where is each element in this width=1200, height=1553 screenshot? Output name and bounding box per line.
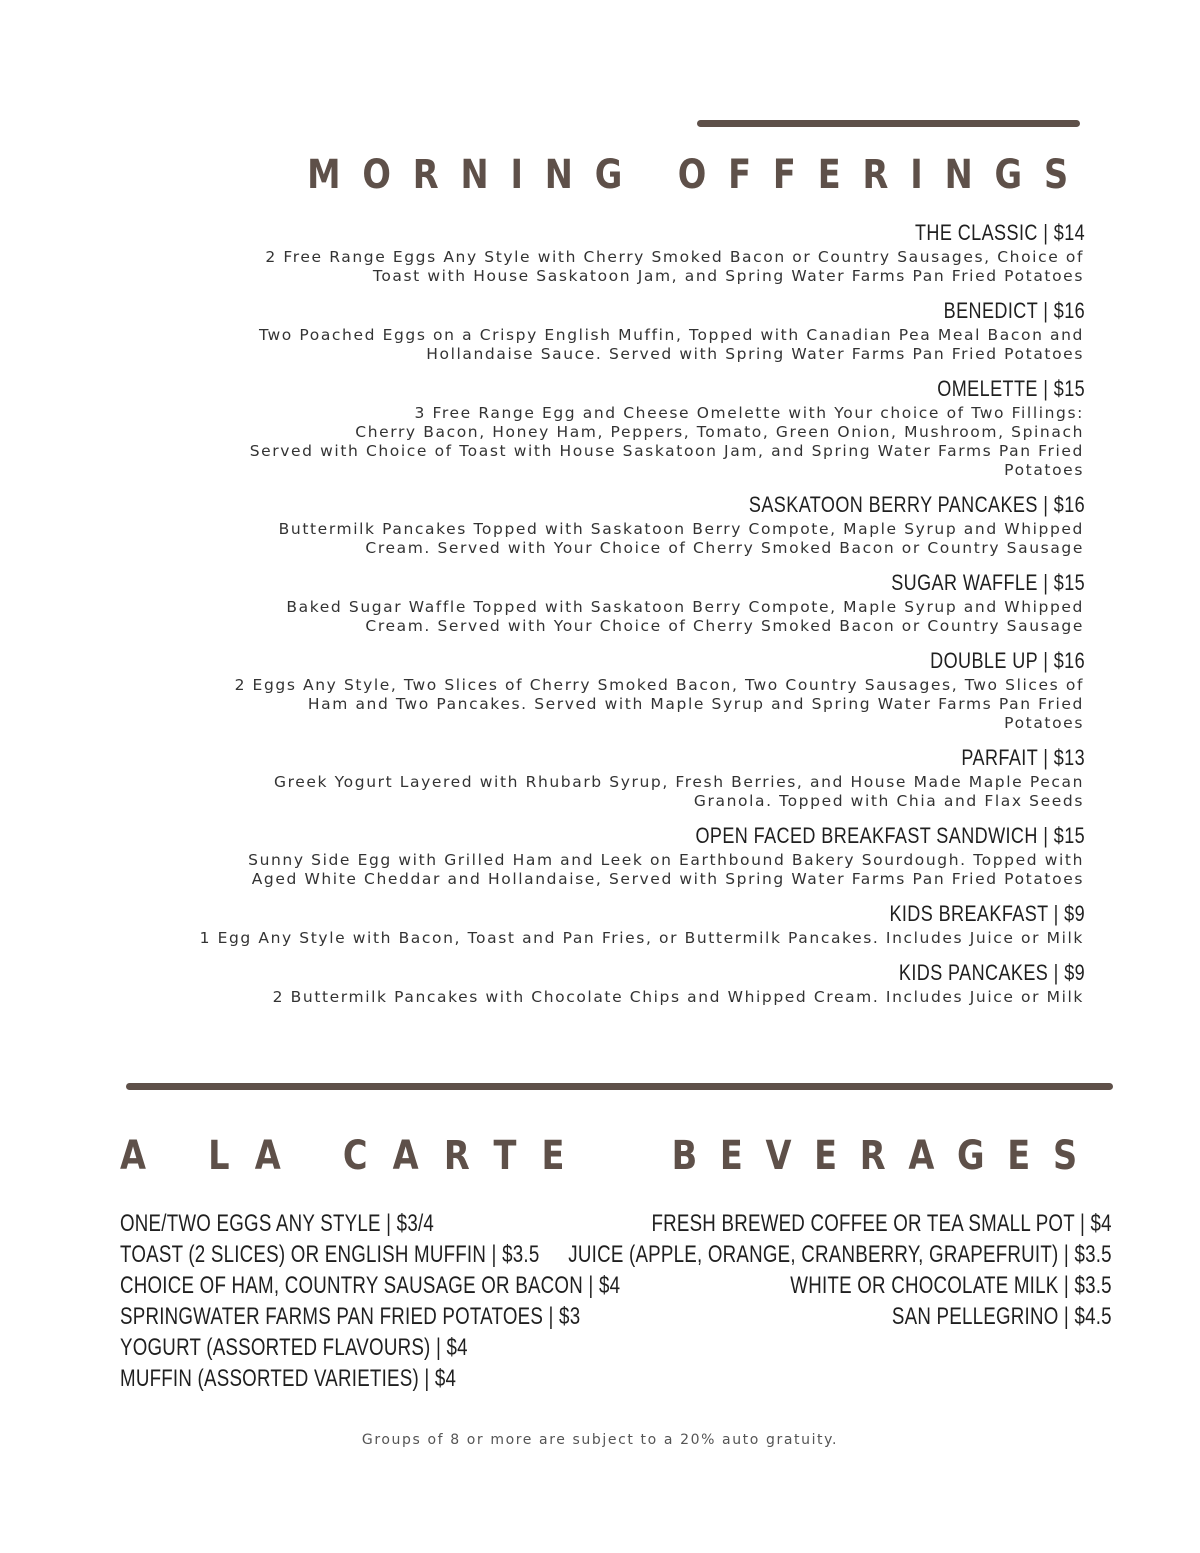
- menu-item-name: THE CLASSIC | $14: [915, 220, 1086, 245]
- menu-item-description: 2 Eggs Any Style, Two Slices of Cherry Smoked Bacon, Two Country Sausages, Two Slices of Ham and Two Pancakes. Served with Maple Syrup and Spring Water Farms Pan Fried Potatoes: [234, 676, 1084, 732]
- a-la-carte-item: CHOICE OF HAM, COUNTRY SAUSAGE OR BACON | $4: [120, 1272, 621, 1299]
- menu-item-name: SUGAR WAFFLE | $15: [891, 570, 1086, 595]
- top-divider: [697, 120, 1080, 127]
- menu-item-description: 2 Free Range Eggs Any Style with Cherry Smoked Bacon or Country Sausages, Choice of Toast with House Saskatoon Jam, and Spring Water Farms Pan Fried Potatoes: [265, 248, 1084, 285]
- menu-item: [110, 899, 1090, 948]
- gratuity-note: Groups of 8 or more are subject to a 20% auto gratuity.: [361, 1432, 839, 1448]
- menu-item-name: KIDS PANCAKES | $9: [898, 960, 1086, 985]
- menu-item-description: Baked Sugar Waffle Topped with Saskatoon Berry Compote, Maple Syrup and Whipped Cream. Served with Your Choice of Cherry Smoked Bacon or Country Sausage: [286, 598, 1084, 635]
- menu-item: [110, 821, 1090, 889]
- menu-item-description: Sunny Side Egg with Grilled Ham and Leek on Earthbound Bakery Sourdough. Topped with Aged White Cheddar and Hollandaise, Served with Spring Water Farms Pan Fried Potatoes: [248, 851, 1084, 888]
- beverage-item: JUICE (APPLE, ORANGE, CRANBERRY, GRAPEFRUIT) | $3.5: [568, 1241, 1112, 1268]
- menu-item-description: Greek Yogurt Layered with Rhubarb Syrup, Fresh Berries, and House Made Maple Pecan Granola. Topped with Chia and Flax Seeds: [274, 773, 1084, 810]
- menu-item-name: BENEDICT | $16: [943, 298, 1086, 323]
- menu-item: [110, 958, 1090, 1007]
- a-la-carte-item: SPRINGWATER FARMS PAN FRIED POTATOES | $3: [120, 1303, 581, 1330]
- a-la-carte-title: A LA CARTE: [120, 1133, 590, 1179]
- menu-item-name: OMELETTE | $15: [937, 376, 1086, 401]
- a-la-carte-item: TOAST (2 SLICES) OR ENGLISH MUFFIN | $3.5: [120, 1241, 540, 1268]
- menu-item-description: 2 Buttermilk Pancakes with Chocolate Chips and Whipped Cream. Includes Juice or Milk: [272, 988, 1084, 1006]
- a-la-carte-item: MUFFIN (ASSORTED VARIETIES) | $4: [120, 1365, 457, 1392]
- menu-item: [110, 568, 1090, 636]
- beverage-item: SAN PELLEGRINO | $4.5: [892, 1303, 1112, 1330]
- menu-item: [110, 218, 1090, 286]
- morning-offerings-title: MORNING OFFERINGS: [307, 152, 1090, 198]
- beverages-title: BEVERAGES: [671, 1133, 1100, 1179]
- beverage-item: FRESH BREWED COFFEE OR TEA SMALL POT | $4: [651, 1210, 1112, 1237]
- menu-item-name: OPEN FACED BREAKFAST SANDWICH | $15: [695, 823, 1086, 848]
- menu-item: [110, 646, 1090, 733]
- middle-divider: [126, 1083, 1113, 1090]
- beverage-item: WHITE OR CHOCOLATE MILK | $3.5: [790, 1272, 1112, 1299]
- a-la-carte-item: YOGURT (ASSORTED FLAVOURS) | $4: [120, 1334, 468, 1361]
- morning-menu-list: [110, 218, 1090, 1017]
- menu-item-description: Buttermilk Pancakes Topped with Saskatoon Berry Compote, Maple Syrup and Whipped Cream. Served with Your Choice of Cherry Smoked Bacon or Country Sausage: [278, 520, 1084, 557]
- menu-item-description: Two Poached Eggs on a Crispy English Muffin, Topped with Canadian Pea Meal Bacon and Hollandaise Sauce. Served with Spring Water Farms Pan Fried Potatoes: [258, 326, 1084, 363]
- menu-item-name: KIDS BREAKFAST | $9: [889, 901, 1086, 926]
- menu-item: [110, 743, 1090, 811]
- menu-item-name: SASKATOON BERRY PANCAKES | $16: [748, 492, 1086, 517]
- menu-item-description: 3 Free Range Egg and Cheese Omelette with Your choice of Two Fillings: Cherry Bacon, Honey Ham, Peppers, Tomato, Green Onion, Mushroom, Spinach Served with Choice of Toast with House Saskatoon Jam, and Spring Water Farms Pan Fried Potatoes: [249, 404, 1084, 479]
- menu-item: [110, 374, 1090, 480]
- beverages-list: [415, 1208, 1112, 1332]
- menu-item: [110, 490, 1090, 558]
- menu-item: [110, 296, 1090, 364]
- menu-item-name: DOUBLE UP | $16: [930, 648, 1086, 673]
- menu-item-description: 1 Egg Any Style with Bacon, Toast and Pan Fries, or Buttermilk Pancakes. Includes Juice or Milk: [199, 929, 1084, 947]
- menu-item-name: PARFAIT | $13: [961, 745, 1086, 770]
- a-la-carte-item: ONE/TWO EGGS ANY STYLE | $3/4: [120, 1210, 435, 1237]
